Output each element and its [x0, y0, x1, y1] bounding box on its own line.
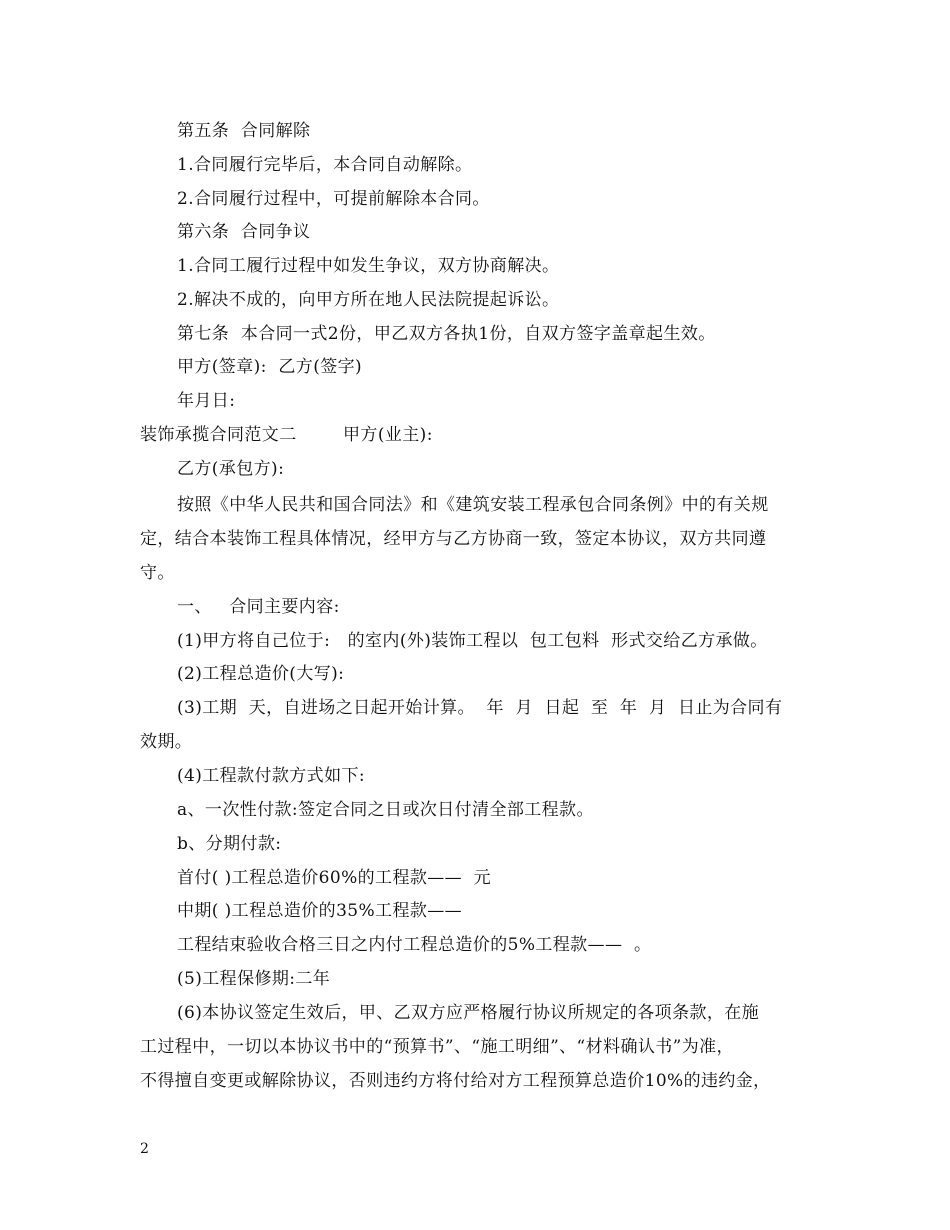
article-5-clause-2: 2.合同履行过程中，可提前解除本合同。 [177, 189, 490, 209]
sample-2-title-line: 装饰承揽合同范文二 甲方(业主): [140, 425, 433, 445]
article-6-clause-2: 2.解决不成的，向甲方所在地人民法院提起诉讼。 [177, 290, 560, 310]
item-3-line-1: (3)工期 天，自进场之日起开始计算。 年 月 日起 至 年 月 日止为合同有 [177, 698, 783, 718]
signature-line: 甲方(签章): 乙方(签字) [177, 357, 363, 377]
article-6-clause-1: 1.合同工履行过程中如发生争议，双方协商解决。 [177, 256, 560, 276]
first-payment-line: 首付( )工程总造价60%的工程款—— 元 [177, 868, 492, 888]
contractor-line: 乙方(承包方): [177, 459, 285, 479]
date-line: 年月日: [177, 391, 236, 411]
item-2-line: (2)工程总造价(大写): [177, 664, 345, 684]
intro-paragraph-line-1: 按照《中华人民共和国合同法》和《建筑安装工程承包合同条例》中的有关规 [177, 495, 769, 515]
item-6-line-3: 不得擅自变更或解除协议，否则违约方将付给对方工程预算总造价10%的违约金， [140, 1071, 771, 1091]
article-5-heading: 第五条 合同解除 [177, 121, 311, 141]
warranty-line: (5)工程保修期:二年 [177, 969, 331, 989]
item-1-line: (1)甲方将自己位于: 的室内(外)装饰工程以 包工包料 形式交给乙方承做。 [177, 631, 768, 651]
item-6-line-1: (6)本协议签定生效后，甲、乙双方应严格履行协议所规定的各项条款，在施 [177, 1003, 760, 1023]
item-4-heading: (4)工程款付款方式如下: [177, 766, 366, 786]
section-1-heading: 一、 合同主要内容: [177, 597, 340, 617]
final-payment-line: 工程结束验收合格三日之内付工程总造价的5%工程款—— 。 [177, 935, 652, 955]
article-5-clause-1: 1.合同履行完毕后，本合同自动解除。 [177, 155, 473, 175]
page-number: 2 [140, 1141, 149, 1157]
intro-paragraph-line-3: 守。 [140, 563, 175, 583]
item-6-line-2: 工过程中，一切以本协议书中的“预算书”、“施工明细”、“材料确认书”为准， [140, 1037, 734, 1057]
middle-payment-line: 中期( )工程总造价的35%工程款—— [177, 901, 463, 921]
article-6-heading: 第六条 合同争议 [177, 222, 311, 242]
intro-paragraph-line-2: 定，结合本装饰工程具体情况，经甲方与乙方协商一致，签定本协议，双方共同遵 [140, 529, 767, 549]
item-3-line-2: 效期。 [140, 732, 193, 752]
article-7-text: 第七条 本合同一式2份，甲乙双方各执1份，自双方签字盖章起生效。 [177, 324, 716, 344]
payment-option-b: b、分期付款: [177, 834, 282, 854]
payment-option-a: a、一次性付款:签定合同之日或次日付清全部工程款。 [177, 800, 594, 820]
